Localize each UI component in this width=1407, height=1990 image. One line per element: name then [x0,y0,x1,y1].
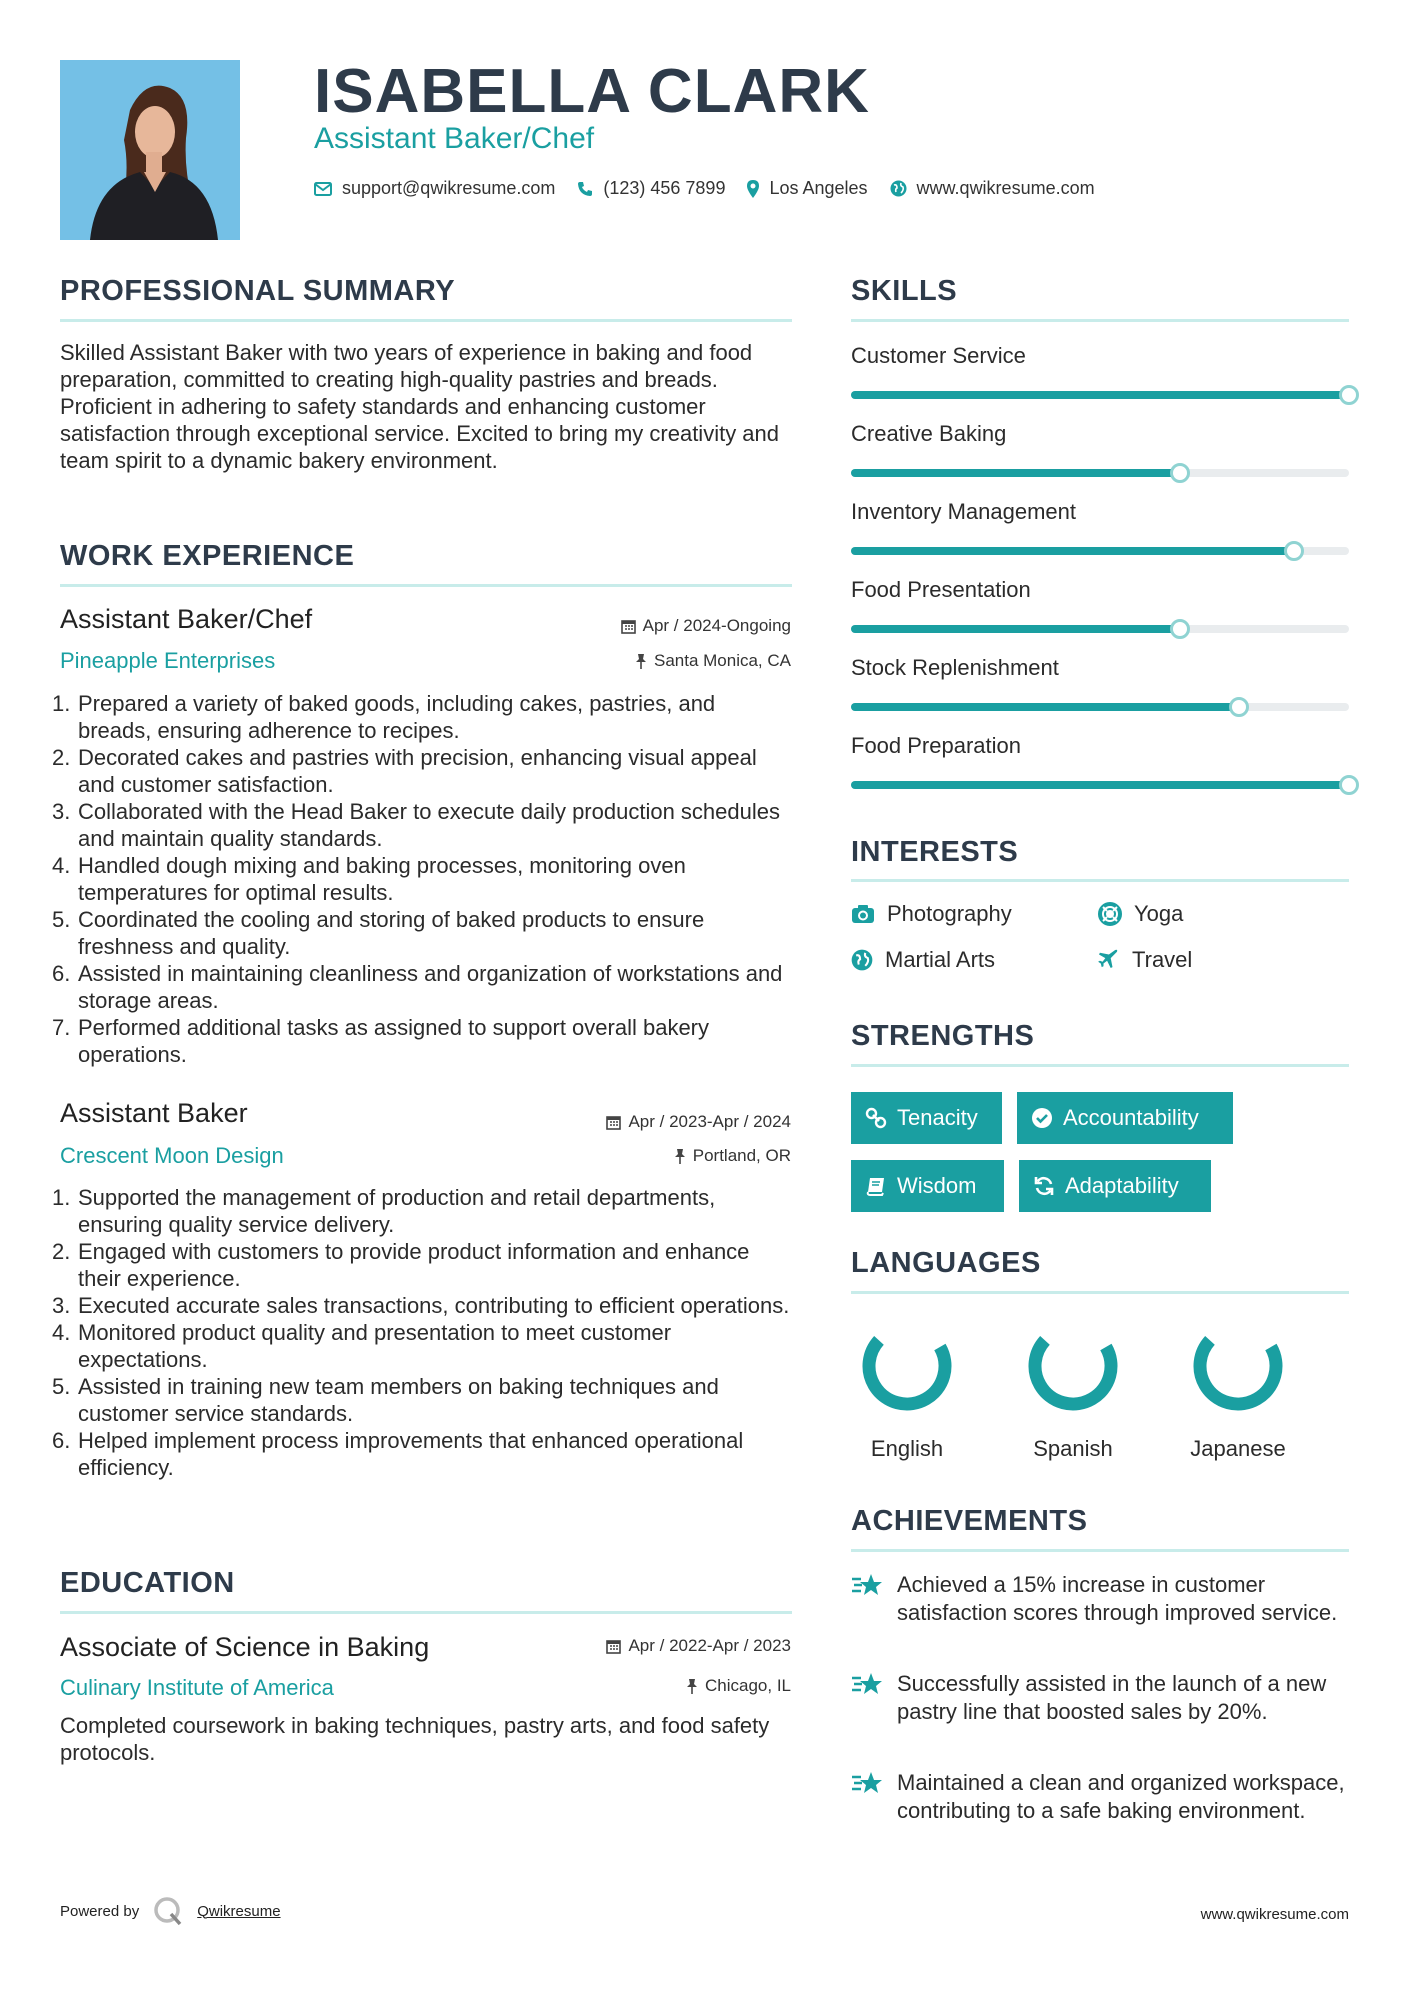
list-item: 4. Monitored product quality and presentation to meet customer expectations. [52,1320,672,1372]
skill-bar-fill [851,391,1349,399]
job-title: Assistant Baker/Chef [60,604,313,634]
skill-bar [851,625,1349,633]
list-item: 5. Coordinated the cooling and storing of baked products to ensure freshness and quality. [52,907,705,959]
skills-divider [851,319,1349,322]
strengths-heading: STRENGTHS [851,1020,1035,1052]
skill-bar-knob [1170,463,1190,483]
interest-item: Travel [1098,947,1192,973]
skill-bar [851,703,1349,711]
education-heading: EDUCATION [60,1567,235,1599]
contact-email[interactable] [314,178,555,199]
email-text: support@qwikresume.com [342,178,556,198]
language-label: Japanese [1190,1436,1286,1461]
list-item: 4. Handled dough mixing and baking processes, monitoring oven temperatures for optimal results. [52,853,686,905]
skill-bar-fill [851,469,1180,477]
skill-bar-fill [851,625,1180,633]
book-icon [865,1175,887,1197]
shooting-star-icon [851,1672,883,1698]
language-label: Spanish [1033,1436,1113,1461]
skill-bar-knob [1284,541,1304,561]
job-bullets [52,1184,792,1481]
pin-icon [674,1148,686,1164]
summary-text: Skilled Assistant Baker with two years of experience in baking and food preparation, committed to creating high-quality pastries and breads. Proficient in adhering to safety standards and enhancing customer satisfaction through exceptional service. Excited to bring my creativity and team spirit to a dynamic bakery environment. [60,340,780,473]
interest-item: Martial Arts [851,947,995,973]
skill-bar [851,781,1349,789]
list-item: 1. Prepared a variety of baked goods, including cakes, pastries, and breads, ensuring adherence to recipes. [52,691,716,743]
job-dates: Apr / 2023-Apr / 2024 [606,1112,791,1132]
strength-badge: Adaptability [1019,1160,1211,1212]
phone-icon [577,181,593,197]
list-item: 2. Decorated cakes and pastries with precision, enhancing visual appeal and customer satisfaction. [52,745,757,797]
contact-website[interactable] [890,178,1095,199]
language-item [842,1318,972,1462]
calendar-icon [621,619,636,634]
list-item: 5. Assisted in training new team members on baking techniques and customer service standards. [52,1374,719,1426]
skills-heading: SKILLS [851,275,958,307]
list-item: 3. Executed accurate sales transactions, contributing to efficient operations. [52,1293,790,1318]
list-item: 1. Supported the management of production and retail departments, ensuring quality service delivery. [52,1185,716,1237]
interest-item: Photography [851,901,1012,927]
list-item: 6. Helped implement process improvements that enhanced operational efficiency. [52,1428,744,1480]
link-icon [865,1107,887,1129]
skill-bar-fill [851,547,1294,555]
globe-icon [890,180,907,197]
skill-bar [851,469,1349,477]
education-location: Chicago, IL [686,1676,791,1696]
language-ring [1025,1318,1121,1414]
strength-badge: Accountability [1017,1092,1233,1144]
phone-text: (123) 456 7899 [603,178,726,198]
skill-bar-knob [1170,619,1190,639]
education-dates: Apr / 2022-Apr / 2023 [606,1636,791,1656]
candidate-name: ISABELLA CLARK [314,57,870,126]
strengths-divider [851,1064,1349,1067]
globe-icon [851,949,873,971]
skill-label: Creative Baking [851,421,1007,446]
skill-bar-fill [851,703,1239,711]
skill-label: Food Preparation [851,733,1021,758]
strength-badge: Tenacity [851,1092,1002,1144]
skill-label: Customer Service [851,343,1026,368]
experience-divider [60,584,792,587]
education-divider [60,1611,792,1614]
achievements-heading: ACHIEVEMENTS [851,1505,1088,1537]
plane-icon [1098,949,1120,971]
skill-label: Inventory Management [851,499,1077,524]
profile-photo [60,60,240,240]
achievement-item: Successfully assisted in the launch of a new pastry line that boosted sales by 20%. [851,1670,1349,1726]
skill-bar-knob [1229,697,1249,717]
calendar-icon [606,1115,621,1130]
pin-icon [686,1678,698,1694]
map-marker-icon [747,180,759,198]
interests-heading: INTERESTS [851,836,1019,868]
job-title: Assistant Baker [60,1098,248,1128]
summary-divider [60,319,792,322]
skill-bar-knob [1339,775,1359,795]
language-item [1173,1318,1303,1462]
language-label: English [870,1436,944,1461]
shooting-star-icon [851,1771,883,1797]
language-ring [1190,1318,1286,1414]
list-item: 3. Collaborated with the Head Baker to execute daily production schedules and maintain quality standards. [52,799,780,851]
skill-bar-fill [851,781,1349,789]
language-ring [859,1318,955,1414]
school-name: Culinary Institute of America [60,1675,334,1700]
degree-title: Associate of Science in Baking [60,1632,430,1662]
company-name: Pineapple Enterprises [60,648,276,673]
skill-bar [851,391,1349,399]
achievement-item: Maintained a clean and organized workspace, contributing to a safe baking environment. [851,1769,1349,1825]
website-text: www.qwikresume.com [916,178,1095,198]
contact-location [747,178,867,199]
footer-website[interactable]: www.qwikresume.com [1200,1906,1349,1923]
lifebuoy-icon [1098,902,1122,926]
strength-badge: Wisdom [851,1160,1004,1212]
camera-icon [851,904,875,924]
job-location: Santa Monica, CA [635,651,791,671]
interest-item: Yoga [1098,901,1183,927]
list-item: 7. Performed additional tasks as assigned to support overall bakery operations. [52,1015,710,1067]
skill-label: Food Presentation [851,577,1031,602]
language-item [1008,1318,1138,1462]
contact-phone[interactable] [577,178,725,199]
footer-powered-by: Powered by Qwikresume [60,1896,281,1926]
qwikresume-logo-icon [153,1896,183,1926]
qwikresume-link[interactable]: Qwikresume [197,1902,281,1920]
experience-heading: WORK EXPERIENCE [60,540,355,572]
candidate-role: Assistant Baker/Chef [314,122,595,155]
contact-bar [314,178,1103,199]
job-dates: Apr / 2024-Ongoing [621,616,791,636]
achievements-divider [851,1549,1349,1552]
job-location: Portland, OR [674,1146,791,1166]
summary-heading: PROFESSIONAL SUMMARY [60,275,456,307]
skill-bar-knob [1339,385,1359,405]
job-bullets [52,690,792,1068]
languages-divider [851,1291,1349,1294]
education-description: Completed coursework in baking techniques, pastry arts, and food safety protocols. [60,1713,770,1765]
check-circle-icon [1031,1107,1053,1129]
languages-heading: LANGUAGES [851,1247,1041,1279]
shooting-star-icon [851,1573,883,1599]
list-item: 2. Engaged with customers to provide product information and enhance their experience. [52,1239,750,1291]
interests-divider [851,879,1349,882]
skill-bar [851,547,1349,555]
refresh-icon [1033,1175,1055,1197]
pin-icon [635,653,647,669]
company-name: Crescent Moon Design [60,1143,284,1168]
list-item: 6. Assisted in maintaining cleanliness and organization of workstations and storage areas. [52,961,783,1013]
skill-label: Stock Replenishment [851,655,1059,680]
calendar-icon [606,1639,621,1654]
achievement-item: Achieved a 15% increase in customer satisfaction scores through improved service. [851,1571,1349,1627]
location-text: Los Angeles [769,178,868,198]
envelope-icon [314,182,332,196]
